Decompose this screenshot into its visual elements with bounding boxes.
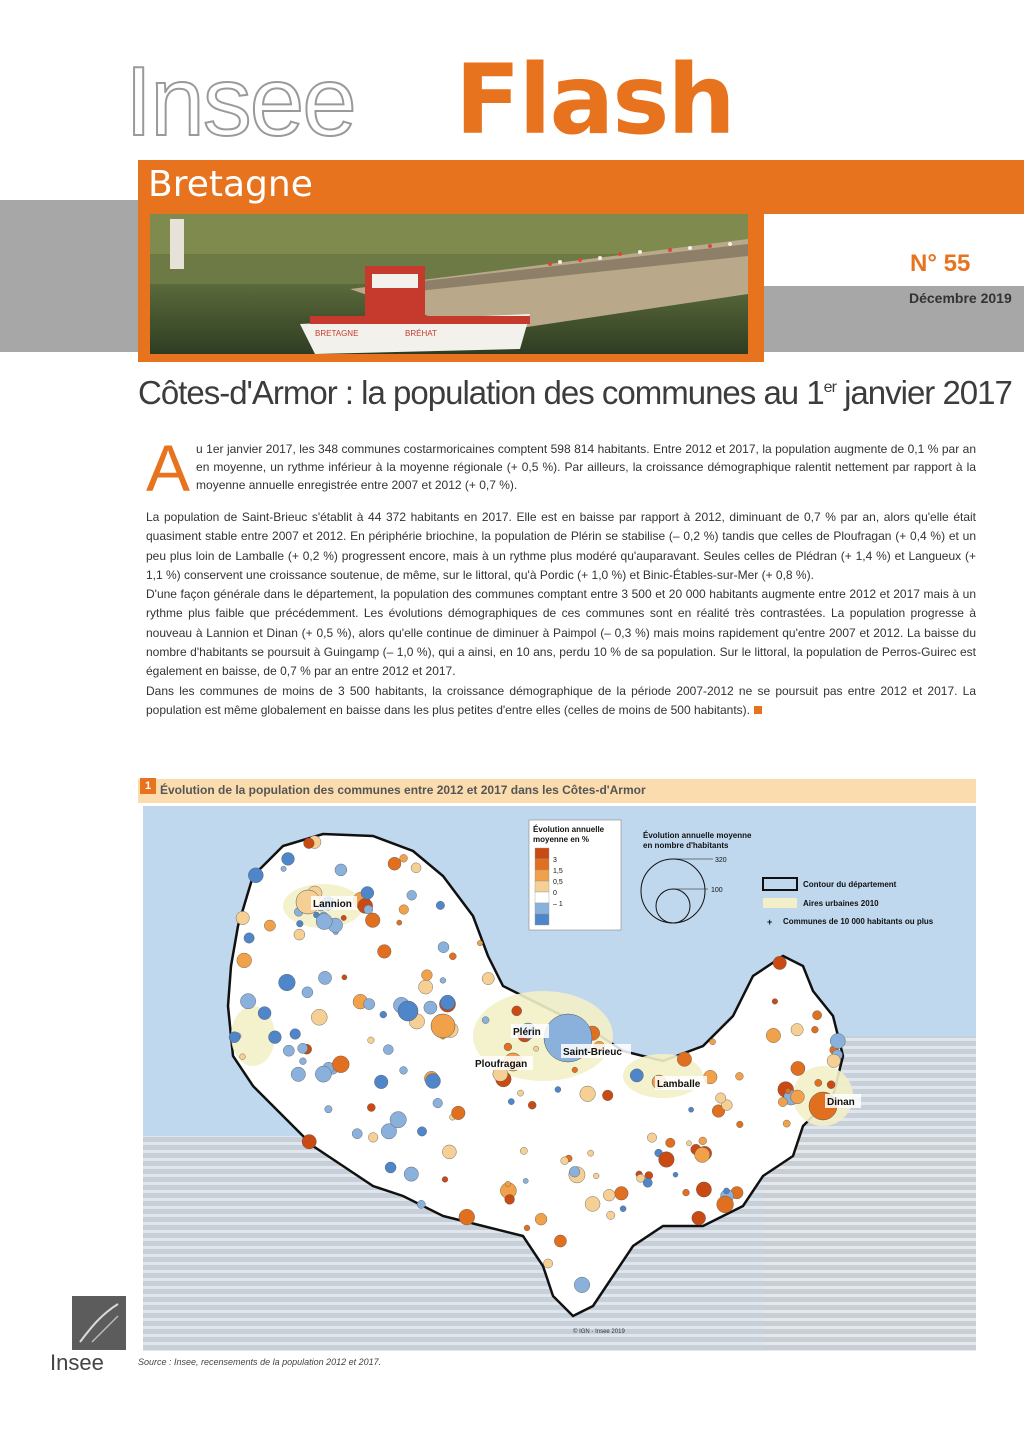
commune-circle bbox=[426, 1074, 441, 1089]
legend-swatch bbox=[535, 848, 549, 859]
logo-flash-text: Flash bbox=[455, 44, 734, 156]
commune-circle bbox=[302, 987, 313, 998]
commune-circle bbox=[431, 1014, 455, 1038]
commune-circle bbox=[294, 929, 305, 940]
legend-color-title-1: Évolution annuelle bbox=[533, 825, 605, 834]
commune-circle bbox=[361, 887, 374, 900]
commune-circle bbox=[264, 920, 275, 931]
legend-item-urban-areas: Aires urbaines 2010 bbox=[803, 899, 879, 908]
commune-circle bbox=[311, 1009, 327, 1025]
city-label-saint-brieuc: Saint-Brieuc bbox=[563, 1047, 622, 1058]
footer-insee-text: Insee bbox=[50, 1350, 104, 1375]
commune-circle bbox=[335, 864, 347, 876]
city-label-ploufragan: Ploufragan bbox=[475, 1059, 528, 1070]
commune-circle bbox=[827, 1081, 835, 1089]
commune-circle bbox=[229, 1032, 240, 1043]
commune-circle bbox=[482, 1017, 489, 1024]
commune-circle bbox=[812, 1026, 819, 1033]
legend-size-value-large: 320 bbox=[715, 857, 727, 864]
commune-circle bbox=[482, 973, 494, 985]
article-body bbox=[146, 508, 976, 720]
commune-circle bbox=[630, 1069, 643, 1082]
commune-circle bbox=[411, 863, 421, 873]
commune-circle bbox=[696, 1182, 711, 1197]
commune-circle bbox=[390, 1112, 406, 1128]
figure-title: Évolution de la population des communes entre 2012 et 2017 dans les Côtes-d'Armor bbox=[160, 783, 646, 797]
commune-circle bbox=[783, 1120, 790, 1127]
dropcap: A bbox=[146, 431, 191, 505]
legend-item-large-communes: Communes de 10 000 habitants ou plus bbox=[783, 917, 934, 926]
commune-circle bbox=[368, 1133, 378, 1143]
commune-circle bbox=[400, 854, 408, 862]
commune-circle bbox=[534, 1046, 539, 1051]
commune-circle bbox=[830, 1033, 845, 1048]
commune-circle bbox=[365, 913, 380, 928]
commune-circle bbox=[683, 1189, 690, 1196]
commune-circle bbox=[815, 1079, 822, 1086]
commune-circle bbox=[438, 942, 449, 953]
legend-color-label: 1,5 bbox=[553, 868, 563, 875]
commune-circle bbox=[341, 915, 346, 920]
legend-color bbox=[529, 820, 621, 930]
legend-color-title-2: moyenne en % bbox=[533, 835, 590, 844]
commune-circle bbox=[342, 975, 347, 980]
map bbox=[143, 806, 976, 1351]
commune-circle bbox=[258, 1007, 271, 1020]
commune-circle bbox=[524, 1225, 530, 1231]
commune-circle bbox=[236, 911, 249, 924]
commune-circle bbox=[318, 971, 331, 984]
cover-photo bbox=[150, 214, 748, 354]
commune-circle bbox=[574, 1277, 590, 1293]
commune-circle bbox=[580, 1086, 596, 1102]
commune-circle bbox=[388, 857, 401, 870]
commune-circle bbox=[778, 1097, 787, 1106]
commune-circle bbox=[827, 1054, 840, 1067]
commune-circle bbox=[505, 1181, 510, 1186]
issue-date: Décembre 2019 bbox=[909, 290, 1012, 306]
commune-circle bbox=[442, 1177, 448, 1183]
commune-circle bbox=[281, 866, 286, 871]
commune-circle bbox=[773, 956, 786, 969]
commune-circle bbox=[710, 1039, 716, 1045]
commune-circle bbox=[603, 1189, 615, 1201]
commune-circle bbox=[673, 1172, 678, 1177]
commune-circle bbox=[504, 1043, 512, 1051]
region-name: Bretagne bbox=[148, 164, 313, 205]
commune-circle bbox=[378, 945, 392, 959]
commune-circle bbox=[440, 995, 455, 1010]
legend-item-outline: Contour du département bbox=[803, 880, 897, 889]
commune-circle bbox=[512, 1006, 522, 1016]
commune-circle bbox=[399, 905, 409, 915]
paragraph-3: Dans les communes de moins de 3 500 habitants, la croissance démographique de la période 2007-2012 ne se poursuit pas entre 2012 et 2017. La population est même globalement en baisse dans les plus petites d'entre elles (celles de moins de 500 habitants). bbox=[146, 683, 976, 717]
commune-circle bbox=[517, 1090, 523, 1096]
commune-circle bbox=[523, 1178, 528, 1183]
commune-circle bbox=[508, 1099, 514, 1105]
commune-circle bbox=[298, 1043, 308, 1053]
commune-circle bbox=[417, 1200, 425, 1208]
city-label-plerin: Plérin bbox=[513, 1027, 541, 1038]
commune-circle bbox=[607, 1211, 615, 1219]
logo-insee-text: Insee bbox=[125, 46, 355, 156]
commune-circle bbox=[699, 1137, 707, 1145]
commune-circle bbox=[593, 1173, 599, 1179]
legend-swatch bbox=[535, 881, 549, 892]
legend-size-title-2: en nombre d'habitants bbox=[643, 841, 729, 850]
commune-circle bbox=[442, 1145, 456, 1159]
commune-circle bbox=[666, 1138, 675, 1147]
commune-circle bbox=[520, 1147, 527, 1154]
commune-circle bbox=[686, 1141, 691, 1146]
commune-circle bbox=[637, 1174, 645, 1182]
commune-circle bbox=[422, 970, 433, 981]
commune-circle bbox=[424, 1001, 437, 1014]
issue-box bbox=[764, 214, 1024, 286]
intro-text: u 1er janvier 2017, les 348 communes costarmoricaines comptent 598 814 habitants. Entre 2012 et 2017, la population augmente de 0,1 % par an en moyenne, un rythme inférieur à la moyenne régionale (+ 0,5 %). Par ailleurs, la croissance démographique ralentit nettement par rapport à la moyenne annuelle enregistrée entre 2007 et 2012 (+ 0,7 %). bbox=[196, 442, 976, 492]
commune-circle bbox=[383, 1045, 393, 1055]
commune-circle bbox=[615, 1187, 629, 1201]
commune-circle bbox=[417, 1127, 426, 1136]
commune-circle bbox=[505, 1195, 515, 1205]
commune-circle bbox=[736, 1072, 744, 1080]
commune-circle bbox=[325, 1106, 332, 1113]
commune-circle bbox=[813, 1011, 822, 1020]
commune-circle bbox=[717, 1196, 734, 1213]
boat-name-right: BRÉHAT bbox=[405, 329, 437, 338]
commune-circle bbox=[315, 1066, 331, 1082]
commune-circle bbox=[724, 1188, 730, 1194]
commune-circle bbox=[791, 1061, 805, 1075]
map-copyright: © IGN - Insee 2019 bbox=[573, 1329, 625, 1335]
commune-circle bbox=[535, 1213, 547, 1225]
commune-circle bbox=[689, 1107, 694, 1112]
commune-circle bbox=[419, 980, 433, 994]
commune-circle bbox=[364, 999, 375, 1010]
map-svg bbox=[143, 806, 976, 1351]
commune-circle bbox=[244, 933, 254, 943]
commune-circle bbox=[528, 1101, 536, 1109]
commune-circle bbox=[397, 920, 402, 925]
end-mark bbox=[754, 706, 762, 714]
figure-source: Source : Insee, recensements de la population 2012 et 2017. bbox=[138, 1357, 382, 1367]
commune-circle bbox=[385, 1162, 396, 1173]
city-label-lannion: Lannion bbox=[313, 899, 352, 910]
legend-swatch bbox=[535, 892, 549, 903]
commune-circle bbox=[304, 838, 315, 849]
legend-color-label: – 1 bbox=[553, 901, 563, 908]
commune-circle bbox=[785, 1088, 791, 1094]
commune-circle bbox=[368, 1037, 375, 1044]
commune-circle bbox=[659, 1152, 675, 1168]
insee-logo-icon bbox=[72, 1296, 126, 1350]
commune-circle bbox=[374, 1075, 388, 1089]
paragraph-1: La population de Saint-Brieuc s'établit à 44 372 habitants en 2017. Elle est en baisse par rapport à 2012, diminuant de 0,7 % par an, alors qu'elle était quasiment stable entre 2007 et 2012. En périphérie briochine, la population de Plérin se stabilise (– 0,2 %) tandis que celles de Ploufragan (+ 0,4 %) et un peu plus loin de Lamballe (+ 0,2 %) progressent encore, mais à un rythme plus modéré qu'auparavant. Seules celles de Plédran (+ 1,4 %) et Langueux (+ 1,1 %) conservent une croissance soutenue, de même, sur le littoral, qu'à Pordic (+ 1,0 %) et Binic-Étables-sur-Mer (+ 0,8 %). bbox=[146, 510, 976, 582]
commune-circle bbox=[248, 868, 263, 883]
commune-circle bbox=[332, 1056, 349, 1073]
commune-circle bbox=[692, 1211, 706, 1225]
commune-circle bbox=[404, 1167, 418, 1181]
legend-size-value-small: 100 bbox=[711, 887, 723, 894]
legend-swatch bbox=[535, 859, 549, 870]
commune-circle bbox=[716, 1093, 726, 1103]
commune-circle bbox=[352, 1129, 362, 1139]
issue-number: N° 55 bbox=[910, 250, 971, 277]
legend-color-label: 3 bbox=[553, 857, 557, 864]
commune-circle bbox=[602, 1090, 613, 1101]
commune-circle bbox=[282, 853, 295, 866]
commune-circle bbox=[459, 1209, 475, 1225]
article-intro bbox=[146, 431, 976, 505]
commune-circle bbox=[302, 1135, 316, 1149]
commune-circle bbox=[283, 1045, 294, 1056]
commune-circle bbox=[791, 1090, 805, 1104]
commune-circle bbox=[433, 1098, 443, 1108]
commune-circle bbox=[407, 890, 417, 900]
commune-circle bbox=[677, 1052, 691, 1066]
city-label-lamballe: Lamballe bbox=[657, 1079, 701, 1090]
commune-circle bbox=[554, 1235, 566, 1247]
commune-circle bbox=[316, 913, 332, 929]
commune-circle bbox=[291, 1067, 305, 1081]
commune-circle bbox=[555, 1087, 561, 1093]
commune-circle bbox=[561, 1157, 569, 1165]
legend-swatch bbox=[535, 903, 549, 914]
commune-circle bbox=[440, 978, 446, 984]
commune-circle bbox=[791, 1024, 803, 1036]
boat-name-left: BRETAGNE bbox=[315, 329, 359, 338]
commune-circle bbox=[269, 1031, 282, 1044]
commune-circle bbox=[569, 1167, 580, 1178]
legend-size-title-1: Évolution annuelle moyenne bbox=[643, 831, 752, 840]
commune-circle bbox=[380, 1011, 387, 1018]
commune-circle bbox=[237, 953, 252, 968]
legend-swatch bbox=[535, 914, 549, 925]
commune-circle bbox=[364, 905, 373, 914]
commune-circle bbox=[297, 920, 304, 927]
commune-circle bbox=[737, 1121, 744, 1128]
paragraph-2: D'une façon générale dans le département, la population des communes comptant entre 3 500 et 20 000 habitants augmente entre 2012 et 2017 mais à un rythme plus faible que précédemment. Les évolutions démographiques de ces communes sont en réalité très contrastées. La population progresse à nouveau à Lannion et Dinan (+ 0,5 %), alors qu'elle continue de diminuer à Paimpol (– 0,3 %) mais moins rapidement qu'entre 2007 et 2012. La baisse du nombre d'habitants se poursuit à Guingamp (– 1,0 %), qui a ainsi, en 10 ans, perdu 10 % de sa population. Sur le littoral, la population de Perros-Guirec est également en baisse, de 0,7 % par an entre 2012 et 2017. bbox=[146, 587, 976, 679]
commune-circle bbox=[240, 1054, 246, 1060]
commune-circle bbox=[766, 1028, 780, 1042]
commune-circle bbox=[449, 953, 456, 960]
commune-circle bbox=[452, 1106, 466, 1120]
commune-circle bbox=[544, 1259, 553, 1268]
commune-circle bbox=[477, 940, 482, 945]
commune-circle bbox=[400, 1067, 408, 1075]
commune-circle bbox=[367, 1104, 375, 1112]
legend-color-label: 0,5 bbox=[553, 879, 563, 886]
commune-circle bbox=[588, 1150, 594, 1156]
commune-circle bbox=[436, 901, 444, 909]
plus-icon: + bbox=[767, 917, 773, 927]
commune-circle bbox=[620, 1206, 626, 1212]
city-label-dinan: Dinan bbox=[827, 1097, 855, 1108]
commune-circle bbox=[398, 1001, 418, 1021]
article-title: Côtes-d'Armor : la population des communes au 1er janvier 2017 bbox=[138, 374, 1012, 411]
commune-circle bbox=[279, 974, 296, 991]
legend-color-label: 0 bbox=[553, 890, 557, 897]
commune-circle bbox=[290, 1029, 301, 1040]
legend-swatch bbox=[535, 870, 549, 881]
commune-circle bbox=[647, 1133, 656, 1142]
commune-circle bbox=[772, 999, 778, 1005]
figure-number: 1 bbox=[140, 778, 156, 794]
commune-circle bbox=[240, 994, 255, 1009]
commune-circle bbox=[572, 1067, 578, 1073]
commune-circle bbox=[585, 1196, 600, 1211]
commune-circle bbox=[300, 1058, 307, 1065]
commune-circle bbox=[695, 1147, 710, 1162]
